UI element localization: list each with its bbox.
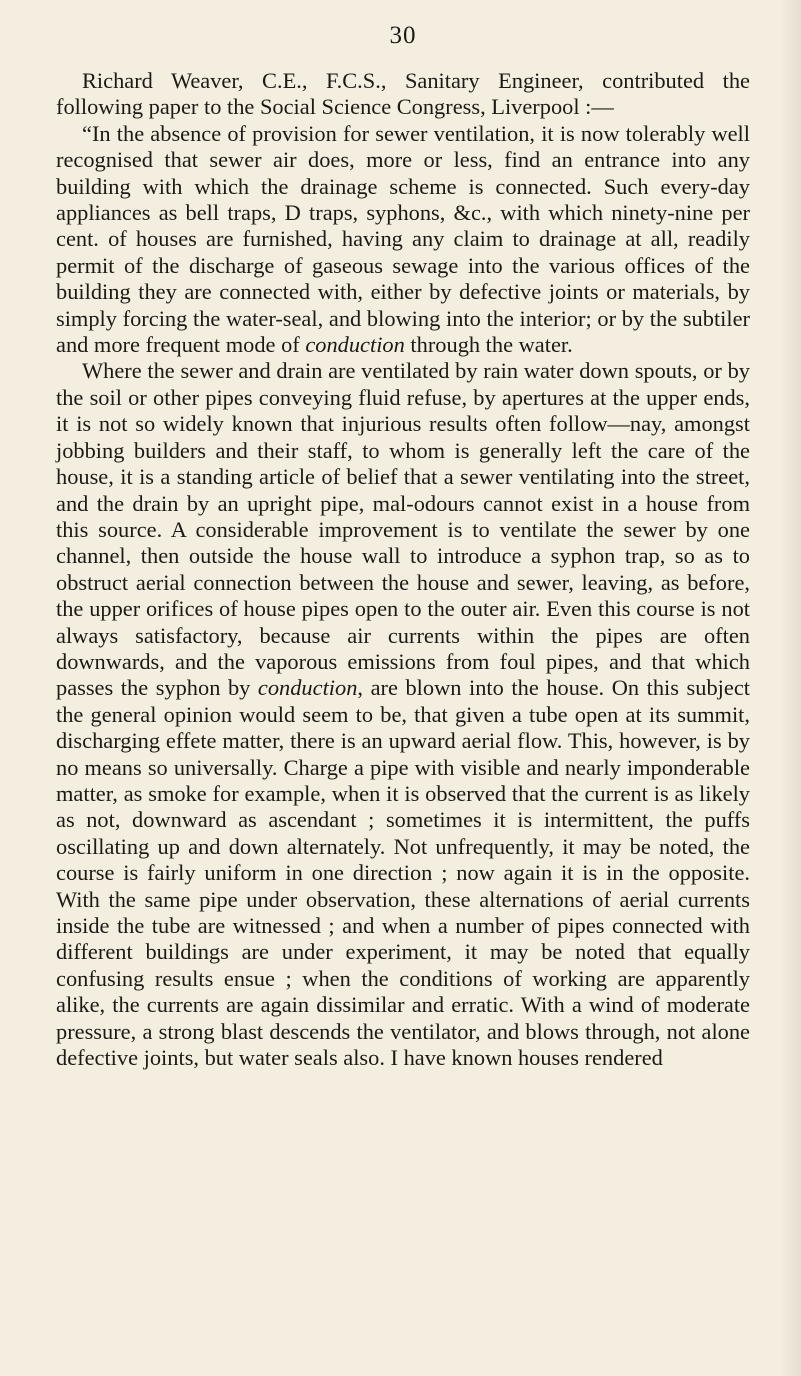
page-number: 30 (389, 22, 417, 49)
italic-term: conduction (305, 332, 405, 358)
italic-term: conduction (257, 675, 358, 701)
paragraph-ventilation (56, 358, 750, 1071)
page-edge-shadow (779, 0, 801, 1376)
book-page (56, 22, 750, 1352)
quote-text-1: “In the absence of provision for sewer ventilation, it is now tolerably well recognised that sewer air does, more or less, find an entrance into any building with which the drainage scheme is connected. Such every-day appliances as bell traps, D traps, syphons, &c., with which ninety-nine per cent. of houses are furnished, having any claim to drainage at all, readily permit of the discharge of gaseous sewage into the various offices of the building they are connected with, either by defective joints or materials, by simply forcing the water-seal, and blowing into the interior; or by the subtiler and more frequent mode of (56, 120, 750, 358)
ventilation-text-1: Where the sewer and drain are ventilated by rain water down spouts, or by the soil or other pipes conveying fluid refuse, by apertures at the upper ends, it is not so widely known that injurious results often follow—nay, amongst jobbing builders and their staff, to whom is generally left the care of the house, it is a standing article of belief that a sewer ventilating into the street, and the drain by an upright pipe, mal-odours cannot exist in a house from this source. A considerable improvement is to ventilate the sewer by one channel, then outside the house wall to introduce a syphon trap, so as to obstruct aerial connection between the house and sewer, leaving, as before, the upper orifices of house pipes open to the outer air. Even this course is not always satisfactory, because air currents within the pipes are often downwards, and the vaporous emissions from foul pipes, and that which passes the syphon by (56, 358, 750, 701)
paragraph-quote-start (56, 121, 750, 359)
paragraph-intro (56, 68, 750, 121)
ventilation-text-2: , are blown into the house. On this subject the general opinion would seem to be, that given a tube open at its summit, discharging effete matter, there is an upward aerial flow. This, however, is by no means so universally. Charge a pipe with visible and nearly imponderable matter, as smoke for example, when it is observed that the current is as likely as not, downward as ascendant ; sometimes it is intermittent, the puffs oscillating up and down alternately. Not unfrequently, it may be noted, the course is fairly uniform in one direction ; now again it is in the opposite. With the same pipe under observation, these alternations of aerial currents inside the tube are witnessed ; and when a number of pipes connected with different buildings are under experiment, it may be noted that equally confusing results ensue ; when the conditions of working are apparently alike, the currents are again dissimilar and erratic. With a wind of moderate pressure, a strong blast descends the ventilator, and blows through, not alone defective joints, but water seals also. I have known houses rendered (56, 675, 750, 1071)
intro-text: Richard Weaver, C.E., F.C.S., Sanitary Engineer, contributed the following paper to the Social Science Congress, Liverpool :— (56, 68, 750, 120)
quote-text-2: through the water. (404, 332, 573, 358)
